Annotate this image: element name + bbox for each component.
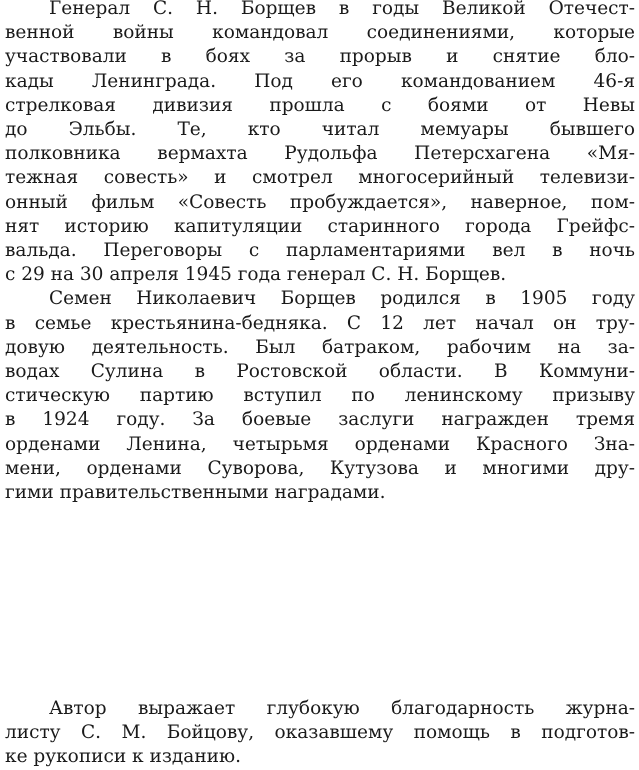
text-line: водах Сулина в Ростовской области. В Коммуни- <box>5 361 635 383</box>
document-page <box>5 0 635 767</box>
text-line: листу С. М. Бойцову, оказавшему помощь в подготов- <box>5 722 635 744</box>
text-line: нят историю капитуляции старинного города Грейфс- <box>5 215 635 237</box>
paragraph-biography-details <box>5 287 635 505</box>
paragraph-acknowledgement <box>5 697 635 770</box>
main-text <box>5 0 635 505</box>
text-line: с 29 на 30 апреля 1945 года генерал С. Н. Борщев. <box>5 264 507 286</box>
acknowledgement <box>5 697 635 770</box>
text-line: тежная совесть» и смотрел многосерийный телевизи- <box>5 167 635 189</box>
text-line: гими правительственными наградами. <box>5 482 386 504</box>
text-line: до Эльбы. Те, кто читал мемуары бывшего <box>5 119 635 141</box>
text-line: участвовали в боях за прорыв и снятие бло- <box>5 46 635 68</box>
text-line: в 1924 году. За боевые заслуги награжден тремя <box>5 409 635 431</box>
text-line: онный фильм «Совесть пробуждается», наверное, пом- <box>5 191 635 213</box>
text-line: Генерал С. Н. Борщев в годы Великой Отечест- <box>49 0 635 19</box>
text-line: Семен Николаевич Борщев родился в 1905 году <box>49 288 635 310</box>
text-line: стическую партию вступил по ленинскому призыву <box>5 385 635 407</box>
text-line: орденами Ленина, четырьмя орденами Красного Зна- <box>5 433 635 455</box>
text-line: полковника вермахта Рудольфа Петерсхагена «Мя- <box>5 143 635 165</box>
text-line: мени, орденами Суворова, Кутузова и многими дру- <box>5 457 635 479</box>
text-line: кады Ленинграда. Под его командованием 46-я <box>5 70 635 92</box>
text-line: вальда. Переговоры с парламентариями вел в ночь <box>5 240 635 262</box>
text-line: в семье крестьянина-бедняка. С 12 лет начал он тру- <box>5 312 635 334</box>
paragraph-biography-intro <box>5 0 635 287</box>
text-line: ке рукописи к изданию. <box>5 746 241 768</box>
text-line: венной войны командовал соединениями, которые <box>5 22 635 44</box>
text-line: Автор выражает глубокую благодарность журна- <box>49 698 635 719</box>
text-line: довую деятельность. Был батраком, рабочим на за- <box>5 336 635 358</box>
text-line: стрелковая дивизия прошла с боями от Невы <box>5 94 635 116</box>
